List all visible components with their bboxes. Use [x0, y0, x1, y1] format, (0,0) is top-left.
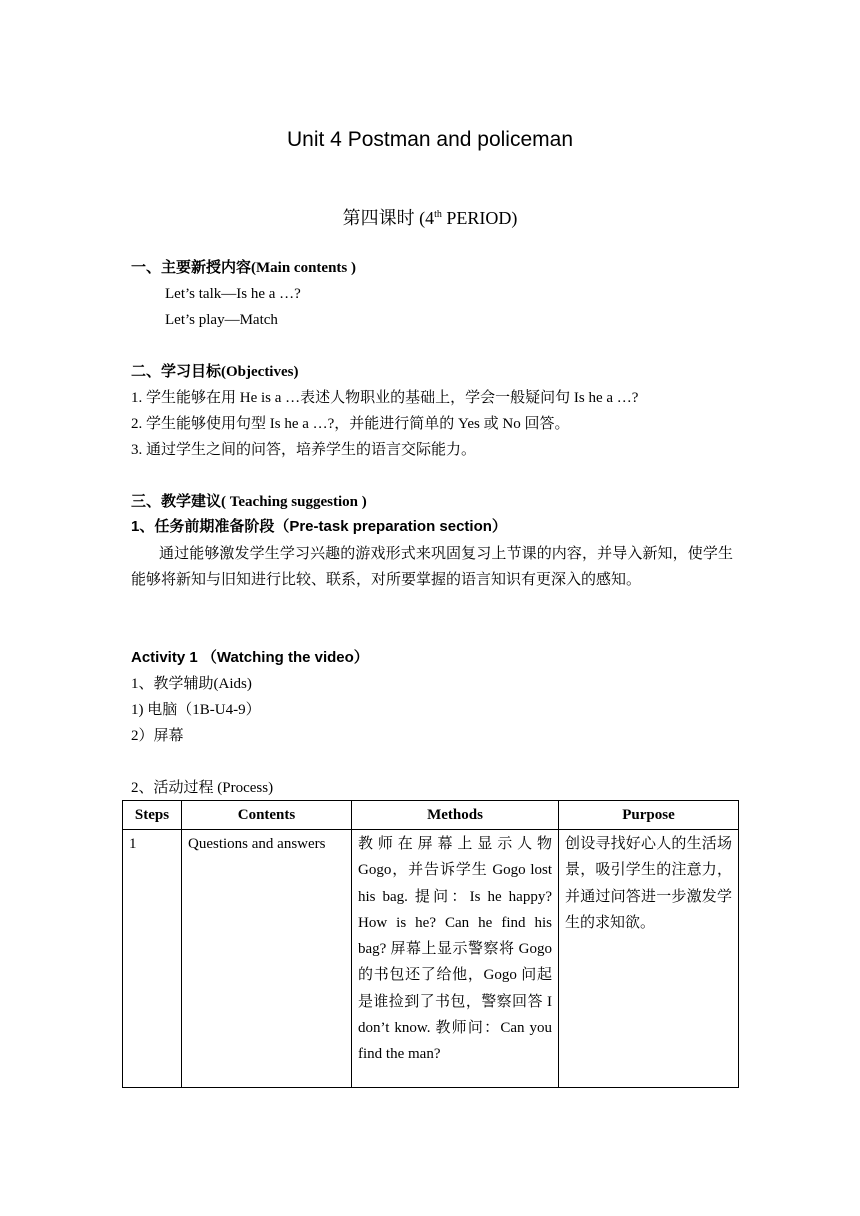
- step-cell: 1: [123, 830, 182, 1088]
- aids-item: 2）屏幕: [131, 728, 184, 744]
- purpose-cell: 创设寻找好心人的生活场景，吸引学生的注意力，并通过问答进一步激发学生的求知欲。: [559, 830, 739, 1088]
- main-content-item: Let’s talk—Is he a …?: [165, 286, 301, 302]
- objective-item: 2. 学生能够使用句型 Is he a …?，并能进行简单的 Yes 或 No 回答。: [131, 416, 570, 432]
- period-label: [0, 204, 860, 230]
- table-row: [123, 830, 739, 1088]
- header-contents: Contents: [182, 801, 352, 830]
- objective-item: 3. 通过学生之间的问答，培养学生的语言交际能力。: [131, 442, 477, 458]
- table-header-row: [123, 801, 739, 830]
- header-purpose: Purpose: [559, 801, 739, 830]
- process-table: [122, 800, 739, 1088]
- section2-heading: 二、学习目标(Objectives): [131, 364, 299, 380]
- document-title: Unit 4 Postman and policeman: [287, 128, 573, 151]
- header-methods: Methods: [352, 801, 559, 830]
- aids-item: 1) 电脑（1B-U4-9）: [131, 702, 261, 718]
- period-suffix: PERIOD): [441, 208, 518, 228]
- activity-heading: Activity 1 （Watching the video）: [131, 649, 369, 666]
- period-prefix: 第四课时 (4: [342, 208, 435, 228]
- section1-heading: 一、主要新授内容(Main contents ): [131, 260, 356, 276]
- section3-heading: 三、教学建议( Teaching suggestion ): [131, 494, 367, 510]
- methods-cell: 教师在屏幕上显示人物 Gogo，并告诉学生 Gogo lost his bag. 提问：Is he happy? How is he? Can he find his bag? 屏幕上显示警察将 Gogo 的书包还了给他，Gogo 问起是谁捡到了书包，警察回答 I don’t know. 教师问：Can you find the man?: [352, 830, 559, 1088]
- aids-label: 1、教学辅助(Aids): [131, 676, 252, 692]
- header-steps: Steps: [123, 801, 182, 830]
- contents-cell: [182, 830, 352, 1088]
- suggestion-paragraph: 通过能够激发学生学习兴趣的游戏形式来巩固复习上节课的内容，并导入新知，使学生能够将新知与旧知进行比较、联系，对所要掌握的语言知识有更深入的感知。: [131, 546, 733, 588]
- objective-item: 1. 学生能够在用 He is a …表述人物职业的基础上，学会一般疑问句 Is he a …?: [131, 390, 639, 406]
- section3-subheading: 1、任务前期准备阶段（Pre-task preparation section）: [131, 518, 507, 535]
- main-content-item: Let’s play—Match: [165, 312, 278, 328]
- process-label: 2、活动过程 (Process): [131, 780, 274, 796]
- contents-text: Questions and answers: [188, 836, 326, 852]
- period-superscript: th: [434, 209, 442, 220]
